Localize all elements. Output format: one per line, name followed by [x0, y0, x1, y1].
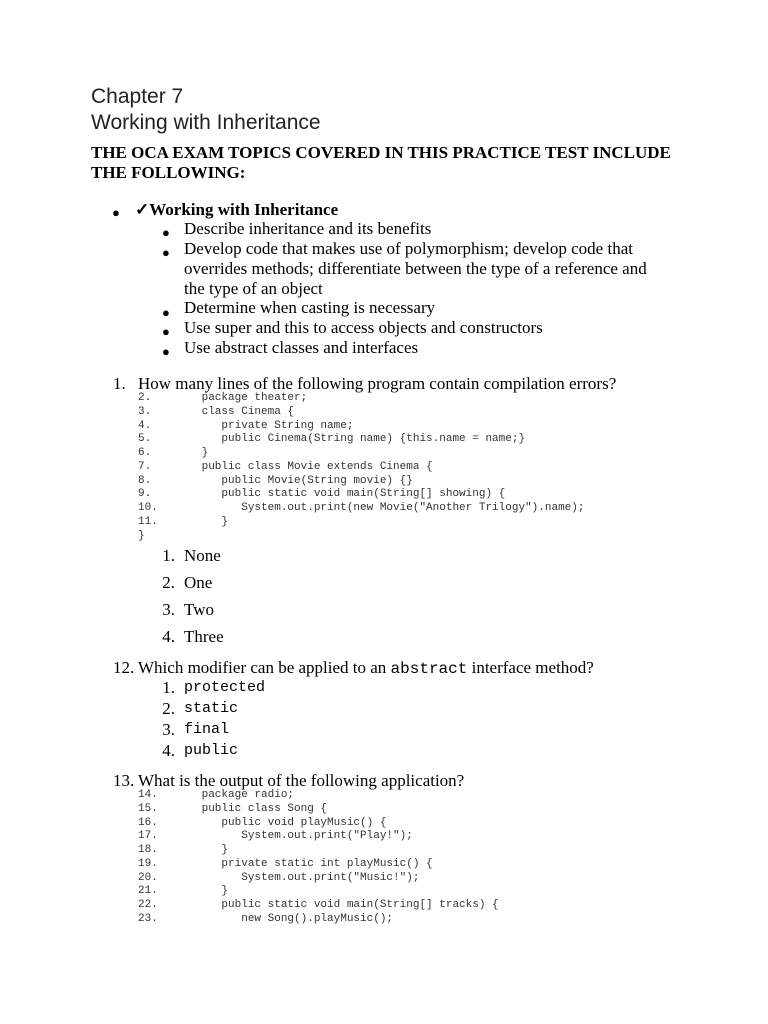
- code-line-number: 9.: [138, 488, 152, 501]
- option-number: 3.: [162, 720, 175, 739]
- inline-code: abstract: [390, 660, 468, 678]
- bullet-icon: ●: [162, 245, 170, 260]
- option-number: 1.: [162, 678, 175, 697]
- code-line-number: 5.: [138, 433, 152, 446]
- bullet-icon: ●: [112, 205, 120, 220]
- code-line: class Cinema {: [162, 405, 295, 418]
- list-item-continuation: overrides methods; differentiate between the type of a reference and: [184, 259, 647, 278]
- option-text: final: [184, 721, 230, 738]
- list-item: Describe inheritance and its benefits: [184, 219, 432, 238]
- code-line: private String name;: [162, 419, 354, 432]
- option-number: 2.: [162, 699, 175, 718]
- option-text: public: [184, 742, 239, 759]
- code-line-number: 16.: [138, 816, 158, 829]
- code-line-number: 2.: [138, 392, 152, 404]
- code-line-number: 21.: [138, 885, 158, 898]
- code-line: System.out.print(new Movie("Another Trilogy").name);: [162, 502, 585, 514]
- code-line: System.out.print("Music!");: [162, 871, 420, 884]
- option-text: Two: [184, 600, 214, 619]
- list-item-continuation: the type of an object: [184, 279, 323, 298]
- code-line: package radio;: [162, 789, 295, 801]
- code-line-number: 18.: [138, 844, 158, 856]
- option-text: None: [184, 546, 221, 565]
- code-line-number: 11.: [138, 515, 158, 528]
- option-text: static: [184, 700, 239, 717]
- code-line: new Song().playMusic();: [162, 912, 394, 925]
- code-line-number: 6.: [138, 447, 152, 459]
- list-item: Determine when casting is necessary: [184, 298, 436, 317]
- objective-label: Working with Inheritance: [149, 200, 339, 219]
- code-line: public static void main(String[] tracks) {: [162, 899, 499, 911]
- code-line-number: }: [138, 529, 145, 542]
- code-line: public class Song {: [162, 802, 328, 815]
- question-number: 12.: [113, 658, 135, 677]
- option-number: 4.: [162, 627, 175, 646]
- code-line: private static int playMusic() {: [162, 857, 433, 870]
- question-text: [138, 658, 594, 679]
- code-line-number: 10.: [138, 502, 158, 514]
- code-line-number: 17.: [138, 830, 158, 843]
- code-line-number: 23.: [138, 912, 158, 925]
- code-line-number: 3.: [138, 405, 152, 418]
- bullet-icon: ●: [162, 324, 170, 339]
- bullet-icon: ●: [162, 344, 170, 359]
- option-number: 2.: [162, 573, 175, 592]
- code-line: }: [162, 844, 229, 856]
- question-text-part: interface method?: [467, 658, 594, 677]
- list-item: Use super and this to access objects and constructors: [184, 318, 543, 337]
- code-line: public static void main(String[] showing) {: [162, 488, 506, 501]
- chapter-number: Chapter 7: [91, 85, 184, 108]
- question-number: 13.: [113, 771, 135, 790]
- list-item: Use abstract classes and interfaces: [184, 338, 419, 357]
- code-line-number: 20.: [138, 871, 158, 884]
- option-text: protected: [184, 679, 266, 696]
- option-number: 4.: [162, 741, 175, 760]
- code-line: package theater;: [162, 392, 308, 404]
- topics-heading: THE OCA EXAM TOPICS COVERED IN THIS PRACTICE TEST INCLUDE THE FOLLOWING:: [91, 143, 671, 182]
- question-text-part: Which modifier can be applied to an: [138, 658, 391, 677]
- option-text: Three: [184, 627, 224, 646]
- code-line: public Movie(String movie) {}: [162, 474, 413, 487]
- code-line: public void playMusic() {: [162, 816, 387, 829]
- checkmark-icon: ✓: [135, 200, 150, 219]
- objective-heading: [135, 200, 338, 220]
- code-line-number: 4.: [138, 419, 152, 432]
- code-line: }: [162, 885, 229, 898]
- question-text: How many lines of the following program contain compilation errors?: [138, 374, 617, 393]
- option-number: 1.: [162, 546, 175, 565]
- code-line-number: 7.: [138, 460, 152, 473]
- question-text: What is the output of the following application?: [138, 771, 465, 790]
- code-line: }: [162, 515, 229, 528]
- bullet-icon: ●: [162, 305, 170, 320]
- option-number: 3.: [162, 600, 175, 619]
- list-item: Develop code that makes use of polymorphism; develop code that: [184, 239, 633, 258]
- option-text: One: [184, 573, 213, 592]
- code-line: }: [162, 447, 209, 459]
- question-number: 1.: [113, 374, 126, 393]
- code-line: System.out.print("Play!");: [162, 830, 413, 843]
- chapter-title: Working with Inheritance: [91, 111, 321, 134]
- code-line: public class Movie extends Cinema {: [162, 460, 433, 473]
- code-line-number: 22.: [138, 899, 158, 911]
- code-line-number: 15.: [138, 802, 158, 815]
- code-line-number: 19.: [138, 857, 158, 870]
- bullet-icon: ●: [162, 225, 170, 240]
- code-line: public Cinema(String name) {this.name = name;}: [162, 433, 526, 446]
- code-line-number: 8.: [138, 474, 152, 487]
- code-line-number: 14.: [138, 789, 158, 801]
